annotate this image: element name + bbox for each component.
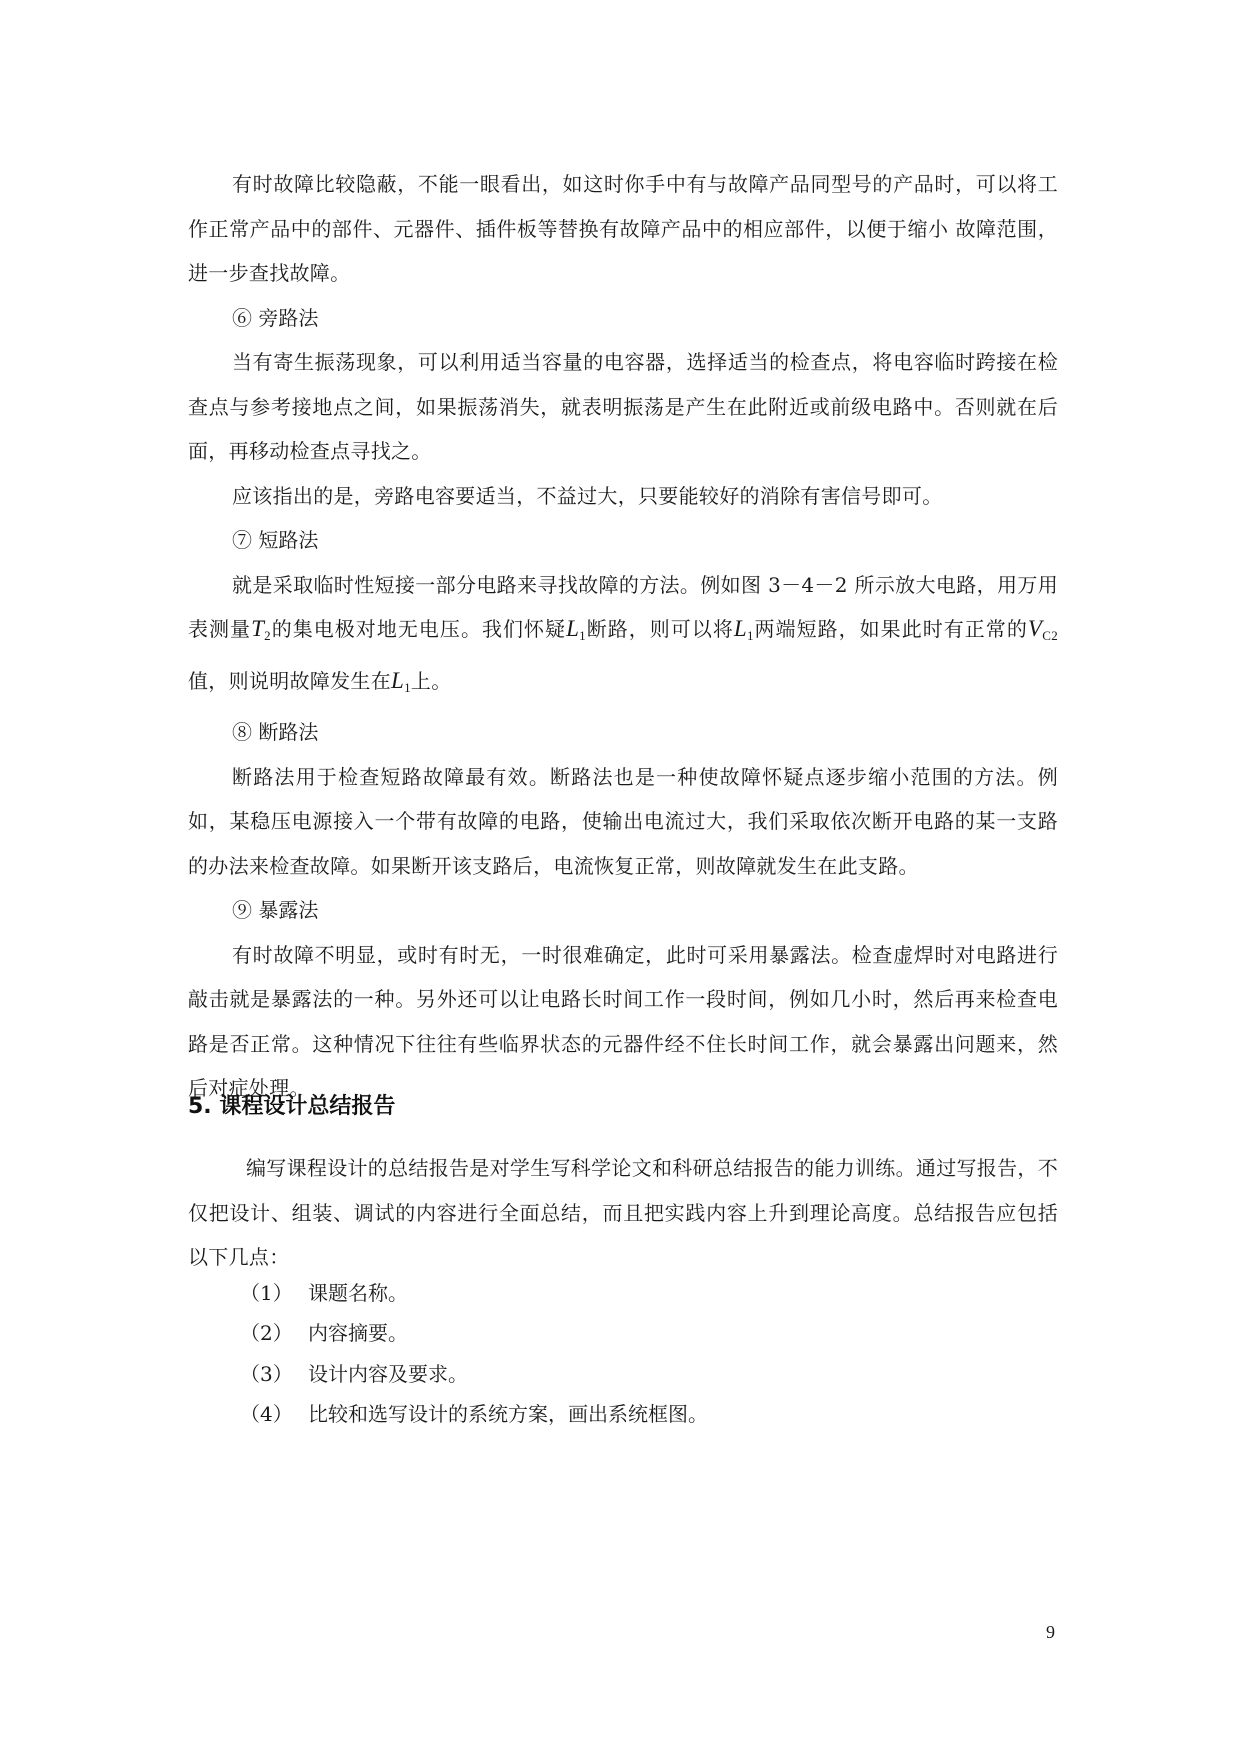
- list-item: （1） 课题名称。: [240, 1281, 408, 1305]
- short-text-5: 值，则说明故障发生在: [188, 668, 391, 693]
- short-text-6: 上。: [410, 668, 452, 693]
- intro-section: [188, 162, 1058, 1111]
- expose-paragraph: 有时故障不明显，或时有时无，一时很难确定，此时可采用暴露法。检查虚焊时对电路进行敲击就是暴露法的一种。另外还可以让电路长时间工作一段时间，例如几小时，然后再来检查电路是否正常。这种情况下往往有些临界状态的元器件经不住长时间工作，就会暴露出问题来，然后对症处理。: [188, 942, 1058, 1100]
- list-item: （3） 设计内容及要求。: [240, 1362, 468, 1386]
- short-paragraph: [188, 563, 1058, 711]
- symbol-l1-third: L1: [391, 667, 411, 695]
- short-text-1: 就是采取临时性短接一部分电路来寻找故障的方法。例如图 3－4－2 所示放大电路，用万用表测量: [188, 572, 1058, 641]
- intro-paragraph: 有时故障比较隐蔽，不能一眼看出，如这时你手中有与故障产品同型号的产品时，可以将工作正常产品中的部件、元器件、插件板等替换有故障产品中的相应部件，以便于缩小 故障范围，进一步查找故障。: [188, 172, 1058, 285]
- symbol-l1: L1: [566, 616, 586, 643]
- symbol-l1-second: L1: [733, 616, 754, 643]
- section-5-body: [188, 1146, 1058, 1280]
- section-5-paragraph: 编写课程设计的总结报告是对学生写科学论文和科研总结报告的能力训练。通过写报告，不仅把设计、组装、调试的内容进行全面总结，而且把实践内容上升到理论高度。总结报告应包括以下几点：: [188, 1156, 1058, 1269]
- short-text-3: 断路，则可以将: [585, 617, 734, 641]
- bypass-heading: ⑥ 旁路法: [232, 305, 319, 330]
- open-heading: ⑧ 断路法: [232, 720, 319, 744]
- short-heading: ⑦ 短路法: [232, 528, 319, 552]
- short-text-2: 的集电极对地无电压。我们怀疑: [270, 617, 567, 641]
- list-item: （4） 比较和选写设计的系统方案，画出系统框图。: [240, 1402, 708, 1426]
- bypass-paragraph-1: 当有寄生振荡现象，可以利用适当容量的电容器，选择适当的检查点，将电容临时跨接在检查点与参考接地点之间，如果振荡消失，就表明振荡是产生在此附近或前级电路中。否则就在后面，再移动检查点寻找之。: [188, 350, 1058, 463]
- page-number: 9: [1046, 1622, 1055, 1642]
- open-paragraph: 断路法用于检查短路故障最有效。断路法也是一种使故障怀疑点逐步缩小范围的方法。例如，某稳压电源接入一个带有故障的电路，使输出电流过大，我们采取依次断开电路的某一支路的办法来检查故障。如果断开该支路后，电流恢复正常，则故障就发生在此支路。: [188, 764, 1058, 878]
- short-text-4: 两端短路，如果此时有正常的: [753, 617, 1028, 641]
- list-item: （2） 内容摘要。: [240, 1321, 408, 1345]
- symbol-vc2: VC2: [1027, 616, 1058, 643]
- section-5-heading: 5. 课程设计总结报告: [188, 1094, 396, 1119]
- symbol-t2: T2: [251, 616, 271, 643]
- bypass-paragraph-2: 应该指出的是，旁路电容要适当，不益过大，只要能较好的消除有害信号即可。: [232, 483, 943, 508]
- expose-heading: ⑨ 暴露法: [232, 898, 319, 922]
